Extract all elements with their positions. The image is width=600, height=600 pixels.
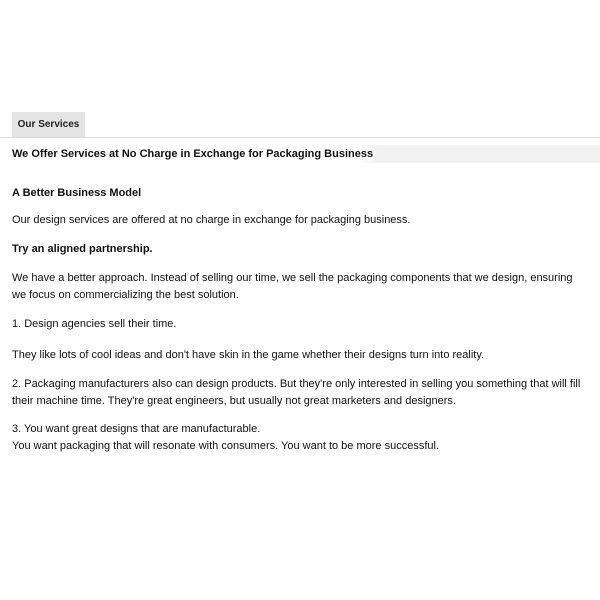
tab-strip xyxy=(0,112,600,138)
paragraph-better-approach: We have a better approach. Instead of selling our time, we sell the packaging components that we design, ensuring we focus on commercializing the best solution. xyxy=(12,272,573,301)
point-design-agencies: 1. Design agencies sell their time. xyxy=(12,318,177,330)
point-design-agencies-detail: They like lots of cool ideas and don't have skin in the game whether their designs turn into reality. xyxy=(12,349,485,361)
point-great-designs-detail: You want packaging that will resonate with consumers. You want to be more successful. xyxy=(12,440,440,452)
section-heading: We Offer Services at No Charge in Exchange for Packaging Business xyxy=(12,148,374,160)
subheading-partnership: Try an aligned partnership. xyxy=(12,243,153,255)
subheading-business-model: A Better Business Model xyxy=(12,187,142,199)
article-content xyxy=(12,185,587,455)
tab-our-services[interactable]: Our Services xyxy=(12,112,85,137)
paragraph-design-services: Our design services are offered at no charge in exchange for packaging business. xyxy=(12,214,411,226)
point-packaging-manufacturers: 2. Packaging manufacturers also can design products. But they're only interested in selling you something that will fill their machine time. They're great engineers, but usually not great marketers and designers. xyxy=(12,378,581,407)
point-great-designs: 3. You want great designs that are manufacturable. xyxy=(12,423,261,435)
